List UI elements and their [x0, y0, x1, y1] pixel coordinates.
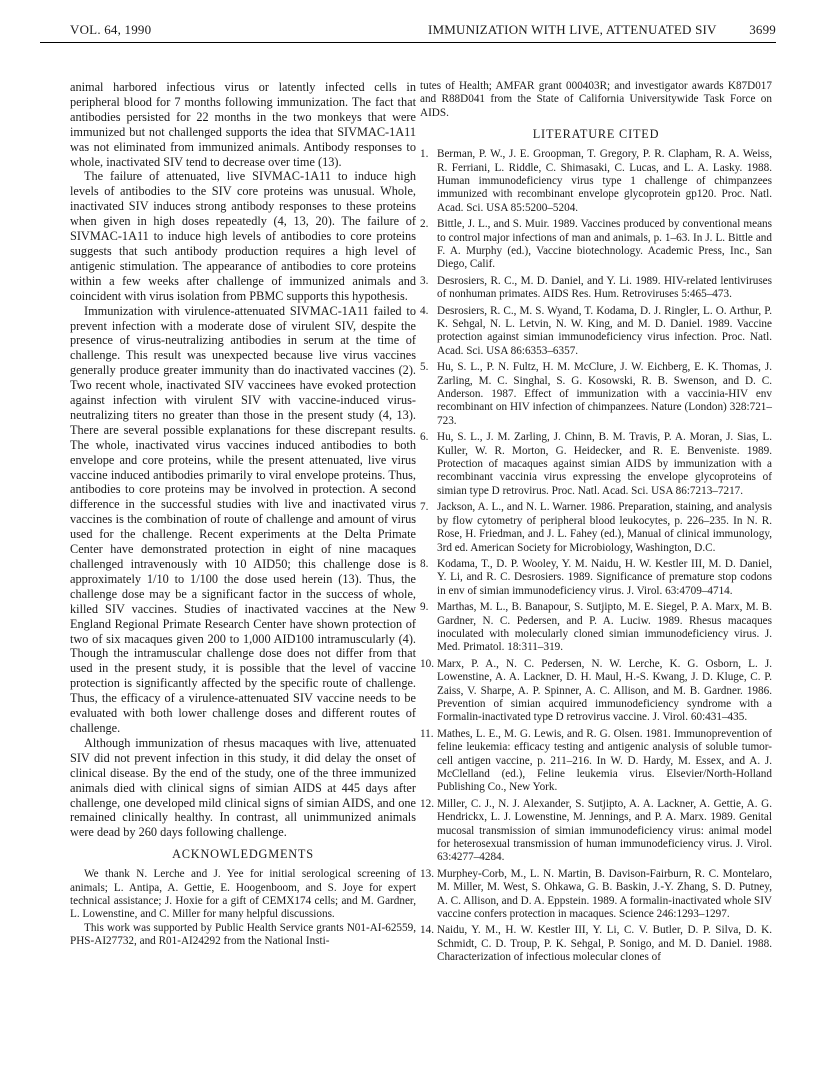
- acknowledgments-heading: ACKNOWLEDGMENTS: [172, 847, 314, 862]
- reference-text: Kodama, T., D. P. Wooley, Y. M. Naidu, H. W. Kestler III, M. D. Daniel, Y. Li, and R. C. Desrosiers. 1989. Significance of premature stop codons in env of simian immunodeficiency virus. J. Virol. 63:4709–4714.: [437, 557, 772, 597]
- literature-cited-heading: LITERATURE CITED: [532, 127, 660, 142]
- reference-text: Marx, P. A., N. C. Pedersen, N. W. Lerche, K. G. Osborn, L. J. Lowenstine, A. A. Lackner, D. H. Maul, H.-S. Kwang, J. D. Kluge, C. P. Zaiss, V. Sharpe, A. P. Spinner, A. C. Allison, and M. B. Gardner. 1986. Prevention of simian acquired immunodeficiency syndrome with a Formalin-inactivated type D retrovirus vaccine. J. Virol. 60:431–435.: [437, 657, 772, 724]
- acknowledgments-text: We thank N. Lerche and J. Yee for initial serological screening of animals; L. Antipa, A. Gettie, E. Hoogenboom, and S. Joye for expert technical assistance; J. Hoxie for a gift of CEMX174 cells; and M. Gardner, L. Lowenstine, and C. Miller for many helpful discussions.: [70, 868, 416, 921]
- reference-item: [420, 601, 772, 655]
- reference-text: Bittle, J. L., and S. Muir. 1989. Vaccines produced by conventional means to control major infections of man and animals, p. 1–63. In J. L. Bittle and F. A. Murphy (ed.), Vaccine biotechnology. Academic Press, Inc., San Diego, Calif.: [437, 218, 772, 271]
- reference-text: Berman, P. W., J. E. Groopman, T. Gregory, P. R. Clapham, R. A. Weiss, R. Ferriani, L. Riddle, C. Shimasaki, C. Lucas, and L. A. Lasky. 1988. Human immunodeficiency virus type 1 challenge of chimpanzees immunized with recombinant envelope glycoprotein gp120. Proc. Natl. Acad. Sci. USA 85:5200–5204.: [437, 148, 772, 214]
- reference-item: [420, 218, 772, 272]
- reference-number: 11.: [420, 727, 434, 740]
- reference-item: [420, 501, 772, 555]
- reference-item: [420, 431, 772, 498]
- reference-text: Miller, C. J., N. J. Alexander, S. Sutjipto, A. A. Lackner, A. Gettie, A. G. Hendrickx, L. J. Lowenstine, M. Jennings, and P. A. Marx. 1989. Genital mucosal transmission of simian immunodeficiency virus: animal model for heterosexual transmission of human immunodeficiency virus. J. Virol. 63:4277–4284.: [437, 797, 772, 864]
- reference-item: [420, 148, 772, 215]
- reference-number: 10.: [420, 657, 434, 670]
- reference-text: Marthas, M. L., B. Banapour, S. Sutjipto, M. E. Siegel, P. A. Marx, M. B. Gardner, N. C. Pedersen, and P. A. Luciw. 1989. Rhesus macaques inoculated with molecularly cloned simian immunodeficiency virus. J. Med. Primatol. 18:311–319.: [437, 601, 772, 654]
- reference-number: 2.: [420, 218, 429, 231]
- reference-number: 9.: [420, 601, 429, 614]
- left-column: [70, 80, 416, 949]
- reference-number: 8.: [420, 557, 429, 570]
- reference-text: Mathes, L. E., M. G. Lewis, and R. G. Olsen. 1981. Immunoprevention of feline leukemia: efficacy testing and antigenic analysis of soluble tumor-cell antigen vaccine, p. 211–216. In W. D. Hardy, M. Essex, and A. J. McClelland (ed.), Feline leukemia virus. Elsevier/North-Holland Publishing Co., New York.: [437, 727, 772, 794]
- reference-text: Murphey-Corb, M., L. N. Martin, B. Davison-Fairburn, R. C. Montelaro, M. Miller, M. West, S. Ohkawa, G. B. Baskin, J.-Y. Zhang, S. D. Putney, A. C. Allison, and D. A. Eppstein. 1989. A formalin-inactivated whole SIV vaccine confers protection in macaques. Science 246:1293–1297.: [437, 867, 772, 921]
- running-header: [40, 22, 776, 43]
- reference-item: [420, 924, 772, 964]
- reference-item: [420, 361, 772, 428]
- reference-text: Naidu, Y. M., H. W. Kestler III, Y. Li, C. V. Butler, D. P. Silva, D. K. Schmidt, C. D. Troup, P. K. Sehgal, P. Sonigo, and M. D. Daniel. 1988. Characterization of infectious molecular clones of: [437, 924, 772, 964]
- funding-text: This work was supported by Public Health Service grants N01-AI-62559, PHS-AI27732, and R01-AI24292 from the National Insti-: [70, 921, 416, 948]
- paragraph-2: The failure of attenuated, live SIVMAC-1A11 to induce high levels of antibodies to the SIV core proteins was unusual. Whole, inactivated SIV induces strong antibody responses to these proteins when given in high doses repeatedly (4, 13, 20). The failure of SIVMAC-1A11 to induce high levels of antibodies to core proteins suggests that such antibody production requires a high level of antigenic stimulation. The appearance of antibodies to core proteins within a few weeks after challenge of immunized animals and coincident with virus isolation from PBMC supports this hypothesis.: [70, 169, 416, 303]
- reference-number: 3.: [420, 274, 429, 287]
- reference-item: [420, 728, 772, 795]
- reference-text: Desrosiers, R. C., M. S. Wyand, T. Kodama, D. J. Ringler, L. O. Arthur, P. K. Sehgal, N. L. Letvin, N. W. King, and M. D. Daniel. 1989. Vaccine protection against simian immunodeficiency virus infection. Proc. Natl. Acad. Sci. USA 86:6353–6357.: [437, 304, 772, 357]
- page-number: 3699: [749, 22, 776, 37]
- reference-number: 12.: [420, 797, 434, 810]
- reference-list: [420, 148, 772, 965]
- paragraph-3: Immunization with virulence-attenuated SIVMAC-1A11 failed to prevent infection with a moderate dose of virulent SIV, despite the presence of virus-neutralizing antibodies in serum at the time of challenge. This result was unexpected because live virus vaccines generally produce greater immunity than do inactivated vaccines (2). Two recent whole, inactivated SIV vaccinees have evoked protection against infection with virulent SIV with vaccine-induced virus-neutralizing titers no greater than those in the present study (4, 13). There are several possible explanations for these discrepant results. The whole, inactivated virus vaccines induced antibodies to both envelope and core proteins, while the present attenuated, live virus vaccine induced antibodies primarily to viral envelope proteins. Thus, antibodies to core proteins may be involved in protection. A second difference in the successful studies with live and inactivated virus vaccines is the combination of route of challenge and amount of virus used for the challenge. Recent experiments at the Delta Primate Center have demonstrated protection in eight of nine macaques challenged intravenously with 10 AID50; this challenge dose is approximately 1/10 to 1/100 the dose used herein (13). Thus, the challenge dose may be a significant factor in the success of whole, killed SIV vaccines. Studies of inactivated vaccines at the New England Regional Primate Research Center have shown protection of two of six macaques given 200 to 1,000 AID100 intramuscularly (4). Though the intramuscular challenge dose does not differ from that used in the present study, it is possible that the level of vaccine protection is significantly affected by the specific route of challenge. Thus, the efficacy of a virulence-attenuated SIV vaccine needs to be evaluated with both lower challenge doses and different routes of challenge.: [70, 303, 416, 735]
- funding-continued: tutes of Health; AMFAR grant 000403R; and investigator awards K87D017 and R88D041 from the State of California Universitywide Task Force on AIDS.: [420, 80, 772, 119]
- reference-number: 5.: [420, 361, 429, 374]
- reference-number: 4.: [420, 304, 429, 317]
- paragraph-1: animal harbored infectious virus or latently infected cells in peripheral blood for 7 months following immunization. The fact that antibodies persisted for 22 months in the two monkeys that were immunized but not challenged supports the idea that SIVMAC-1A11 was not eliminated from immunized animals. Antibody responses to whole, inactivated SIV tend to decrease over time (13).: [70, 80, 416, 169]
- reference-text: Hu, S. L., P. N. Fultz, H. M. McClure, J. W. Eichberg, E. K. Thomas, J. Zarling, M. C. Singhal, S. G. Kosowski, R. B. Swenson, and D. C. Anderson. 1987. Effect of immunization with a vaccinia-HIV env recombinant on HIV infection of chimpanzees. Nature (London) 328:721–723.: [437, 361, 772, 427]
- reference-number: 14.: [420, 924, 434, 937]
- reference-item: [420, 868, 772, 922]
- reference-number: 13.: [420, 867, 434, 880]
- reference-number: 7.: [420, 501, 429, 514]
- running-title: IMMUNIZATION WITH LIVE, ATTENUATED SIV: [428, 22, 717, 37]
- reference-number: 1.: [420, 148, 429, 161]
- reference-item: [420, 305, 772, 359]
- reference-item: [420, 558, 772, 598]
- reference-number: 6.: [420, 431, 429, 444]
- reference-text: Jackson, A. L., and N. L. Warner. 1986. Preparation, staining, and analysis by flow cytometry of peripheral blood leukocytes, p. 226–235. In N. R. Rose, H. Friedman, and J. L. Fahey (ed.), Manual of clinical immunology, 3rd ed. American Society for Microbiology, Washington, D.C.: [437, 501, 772, 554]
- reference-text: Desrosiers, R. C., M. D. Daniel, and Y. Li. 1989. HIV-related lentiviruses of nonhuman primates. AIDS Res. Hum. Retroviruses 5:465–473.: [437, 274, 772, 301]
- right-column: [420, 80, 772, 968]
- reference-text: Hu, S. L., J. M. Zarling, J. Chinn, B. M. Travis, P. A. Moran, J. Sias, L. Kuller, W. R. Morton, G. Heidecker, and R. E. Benveniste. 1989. Protection of macaques against simian AIDS by immunization with a recombinant vaccinia virus expressing the envelope glycoproteins of simian type D retrovirus. Proc. Natl. Acad. Sci. USA 86:7213–7217.: [437, 431, 772, 497]
- paragraph-4: Although immunization of rhesus macaques with live, attenuated SIV did not prevent infection in this study, it did delay the onset of clinical disease. By the end of the study, one of the three immunized animals died with clinical signs of simian AIDS at 445 days after challenge, one developed mild clinical signs of simian AIDS, and one remained clinically healthy. In contrast, all unimmunized animals were dead by 260 days following challenge.: [70, 735, 416, 840]
- reference-item: [420, 798, 772, 865]
- volume-year: VOL. 64, 1990: [70, 22, 152, 37]
- reference-item: [420, 658, 772, 725]
- reference-item: [420, 275, 772, 302]
